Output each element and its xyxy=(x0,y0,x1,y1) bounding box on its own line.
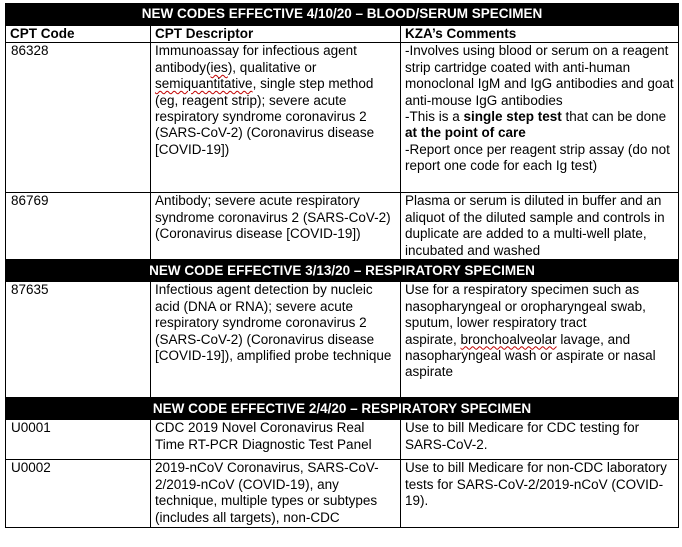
comment-bold-text: at the point of care xyxy=(405,125,526,141)
descriptor-text-flagged: ies xyxy=(210,59,228,75)
comment-line: -Report once per reagent strip assay (do not report one code for each Ig test) xyxy=(405,141,670,174)
comment-text: that can be done xyxy=(561,109,667,125)
cpt-code-cell: 87635 xyxy=(6,282,151,398)
section-header-row xyxy=(6,4,679,26)
descriptor-text-flagged: semiquantitative xyxy=(155,76,253,92)
table-row xyxy=(6,282,679,398)
table-row xyxy=(6,193,679,260)
table-row xyxy=(6,43,679,193)
section-header-row xyxy=(6,260,679,282)
column-header-cpt-descriptor: CPT Descriptor xyxy=(151,26,401,43)
comments-cell xyxy=(401,282,679,398)
section-header-row xyxy=(6,398,679,420)
comment-line: Use for a respiratory specimen such as nasopharyngeal or oropharyngeal swab, sputum, lower respiratory tract xyxy=(405,282,646,331)
comments-cell: Plasma or serum is diluted in buffer and an aliquot of the diluted sample and controls in duplicate are added to a multi-well plate, incubated and washed xyxy=(401,193,679,260)
comment-line xyxy=(405,109,674,142)
descriptor-text: Immunoassay for infectious agent antibody( xyxy=(155,43,357,75)
column-header-kza-comments: KZA’s Comments xyxy=(401,26,679,43)
cpt-codes-document xyxy=(5,3,678,528)
cpt-descriptor-cell: Antibody; severe acute respiratory syndrome coronavirus 2 (SARS-CoV-2) (Coronavirus disease [COVID-19]) xyxy=(151,193,401,260)
comment-text: aspirate, xyxy=(405,331,461,347)
cpt-code-cell: U0002 xyxy=(6,460,151,528)
comment-text: -This is a xyxy=(405,109,464,125)
comment-bold-text: single step test xyxy=(463,109,562,125)
cpt-descriptor-cell: 2019-nCoV Coronavirus, SARS-CoV-2/2019-nCoV (COVID-19), any technique, multiple types or subtypes (includes all targets), non-CDC xyxy=(151,460,401,528)
comments-cell xyxy=(401,43,679,193)
section-title: NEW CODES EFFECTIVE 4/10/20 – BLOOD/SERUM SPECIMEN xyxy=(6,4,679,26)
descriptor-text: , single step method (eg, reagent strip); severe acute respiratory syndrome coronavirus 2 (SARS-CoV-2) (Coronavirus disease [COVID-19]) xyxy=(155,76,375,157)
column-header-row xyxy=(6,26,679,43)
comment-line: -Involves using blood or serum on a reagent strip cartridge coated with anti-human monoclonal IgM and IgG antibodies and goat anti-mouse IgG antibodies xyxy=(405,43,674,108)
section-title: NEW CODE EFFECTIVE 3/13/20 – RESPIRATORY SPECIMEN xyxy=(6,260,679,282)
comments-cell: Use to bill Medicare for CDC testing for SARS-CoV-2. xyxy=(401,420,679,460)
table-row xyxy=(6,420,679,460)
cpt-descriptor-cell xyxy=(151,43,401,193)
section-title: NEW CODE EFFECTIVE 2/4/20 – RESPIRATORY SPECIMEN xyxy=(6,398,679,420)
cpt-descriptor-cell: CDC 2019 Novel Coronavirus Real Time RT-PCR Diagnostic Test Panel xyxy=(151,420,401,460)
column-header-cpt-code: CPT Code xyxy=(6,26,151,43)
cpt-code-cell: 86769 xyxy=(6,193,151,260)
cpt-code-cell: 86328 xyxy=(6,43,151,193)
comment-line xyxy=(405,332,674,381)
descriptor-text: ), qualitative or xyxy=(227,59,317,75)
comment-text: lavage, and nasopharyngeal wash or aspirate or nasal aspirate xyxy=(405,331,656,380)
table-row xyxy=(6,460,679,528)
cpt-descriptor-cell: Infectious agent detection by nucleic acid (DNA or RNA); severe acute respiratory syndrome coronavirus 2 (SARS-CoV-2) (Coronavirus disease [COVID-19]), amplified probe technique xyxy=(151,282,401,398)
cpt-code-cell: U0001 xyxy=(6,420,151,460)
comments-cell: Use to bill Medicare for non-CDC laboratory tests for SARS-CoV-2/2019-nCoV (COVID-19). xyxy=(401,460,679,528)
cpt-codes-table xyxy=(5,3,679,528)
comment-text-flagged: bronchoalveolar xyxy=(460,331,557,347)
